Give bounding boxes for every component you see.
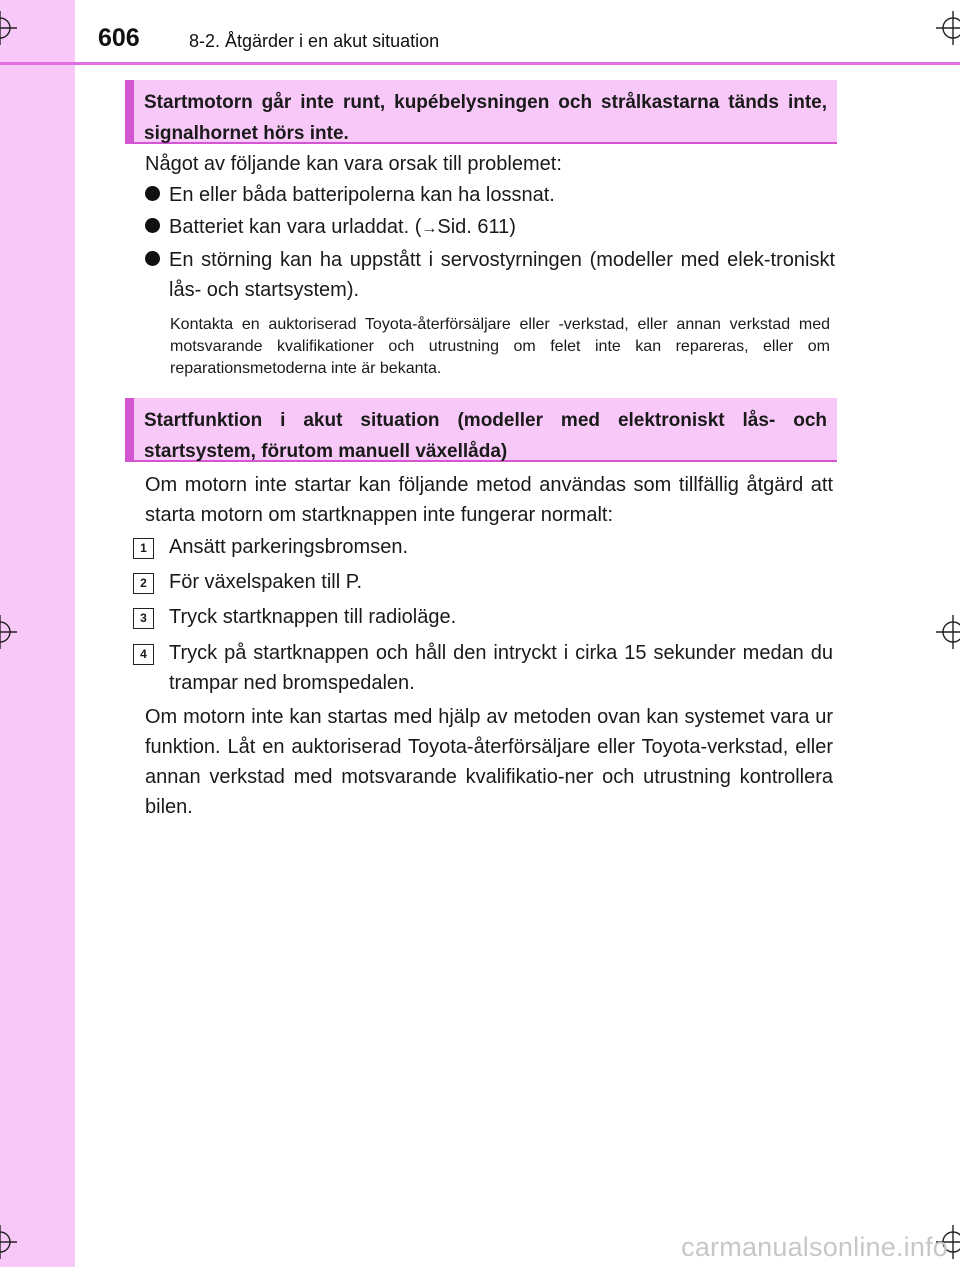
bullet-icon	[145, 218, 160, 233]
closing-paragraph: Om motorn inte kan startas med hjälp av metoden ovan kan systemet vara ur funktion. Låt en auktoriserad Toyota-återförsäljare eller Toyota-verkstad, eller annan verkstad med motsvarande kvalifikatio-ner och utrustning kontrollera bilen.	[145, 706, 833, 818]
step-text: För växelspaken till P.	[169, 571, 363, 593]
step-number-badge: 1	[133, 538, 154, 559]
crop-mark-icon	[936, 615, 960, 649]
watermark-text: carmanualsonline.info	[681, 1232, 948, 1262]
step-number-badge: 3	[133, 608, 154, 629]
step-number-badge: 2	[133, 573, 154, 594]
section-intro: Om motorn inte startar kan följande metod användas som tillfällig åtgärd att starta motorn om startknappen inte fungerar normalt:	[145, 474, 833, 526]
page-header	[0, 0, 960, 66]
chapter-title: 8-2. Åtgärder i en akut situation	[189, 31, 440, 51]
bullet-icon	[145, 186, 160, 201]
bullet-text-before-ref: Batteriet kan vara urladdat. (	[169, 216, 422, 238]
section-heading-startfunktion: Startfunktion i akut situation (modeller med elektroniskt lås- och startsystem, förutom manuell växellåda)	[125, 398, 837, 462]
crop-mark-icon	[0, 1225, 17, 1259]
page-number: 606	[98, 24, 140, 52]
note-text: Kontakta en auktoriserad Toyota-återförsäljare eller -verkstad, eller annan verkstad med motsvarande kvalifikationer och utrustning om felet inte kan repareras, eller om reparationsmetoderna inte är bekanta.	[170, 316, 830, 377]
step-number-badge: 4	[133, 644, 154, 665]
step-text: Tryck på startknappen och håll den intryckt i cirka 15 sekunder medan du trampar ned bromspedalen.	[169, 642, 833, 694]
step-text: Ansätt parkeringsbromsen.	[169, 536, 409, 558]
section-intro: Något av följande kan vara orsak till problemet:	[145, 153, 562, 175]
step-text: Tryck startknappen till radioläge.	[169, 606, 457, 628]
bullet-text: En eller båda batteripolerna kan ha lossnat.	[169, 184, 555, 206]
arrow-right-icon: →	[421, 220, 438, 237]
bullet-text	[169, 212, 835, 244]
header-divider	[0, 62, 960, 65]
crop-mark-icon	[0, 615, 17, 649]
page-reference-link[interactable]: Sid. 611)	[437, 216, 516, 238]
bullet-icon	[145, 251, 160, 266]
section-heading-startmotor: Startmotorn går inte runt, kupébelysningen och strålkastarna tänds inte, signalhornet hörs inte.	[125, 80, 837, 144]
bullet-text: En störning kan ha uppstått i servostyrningen (modeller med elek-troniskt lås- och startsystem).	[169, 249, 835, 301]
